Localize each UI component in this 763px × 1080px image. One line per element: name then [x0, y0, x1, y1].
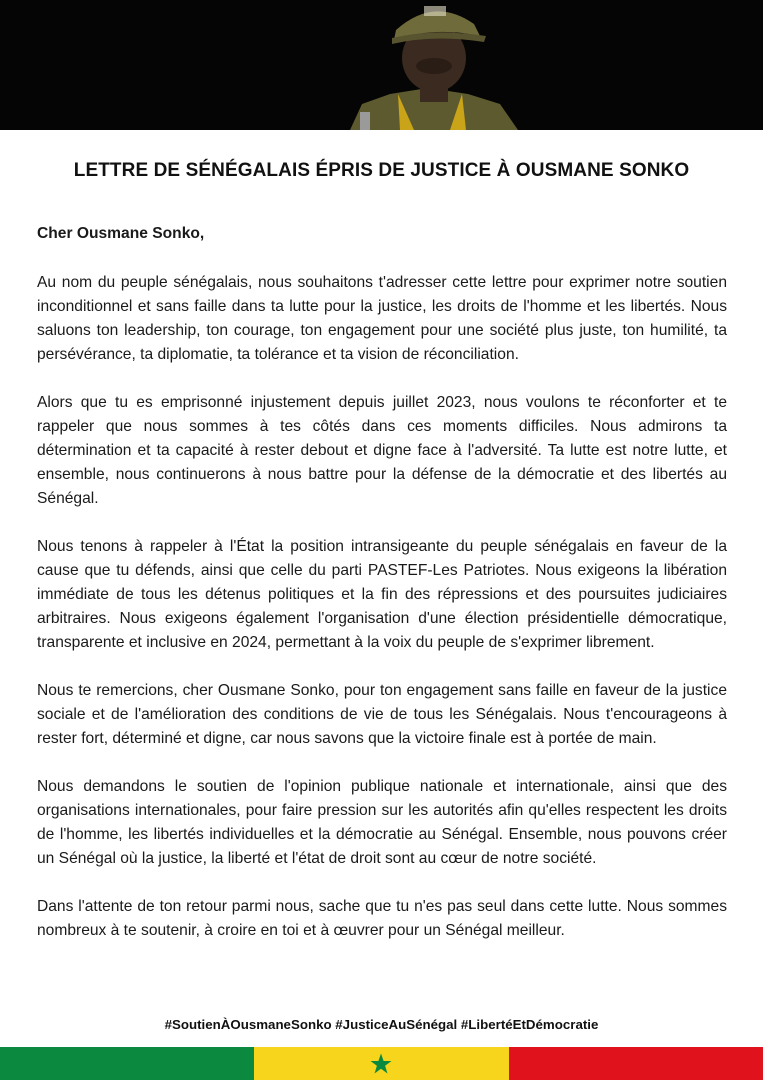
paragraph: Dans l'attente de ton retour parmi nous, sache que tu n'es pas seul dans cette lutte. Nous sommes nombreux à te soutenir, à croire en toi et à œuvrer pour un Sénégal meilleur. [37, 898, 727, 939]
flag-yellow-stripe [254, 1047, 508, 1080]
flag-green-stripe [0, 1047, 254, 1080]
letter-body [37, 222, 727, 967]
hashtags: #SoutienÀOusmaneSonko #JusticeAuSénégal #LibertéEtDémocratie [164, 1017, 599, 1032]
portrait-photo [340, 0, 530, 130]
letter-title: LETTRE DE SÉNÉGALAIS ÉPRIS DE JUSTICE À OUSMANE SONKO [73, 160, 690, 181]
paragraph: Alors que tu es emprisonné injustement depuis juillet 2023, nous voulons te réconforter et te rappeler que nous sommes à tes côtés dans ces moments difficiles. Nous admirons ta détermination et ta capacité à rester debout et digne face à l'adversité. Ta lutte est notre lutte, et ensemble, nous continuerons à nous battre pour la défense de la démocratie et des libertés au Sénégal. [37, 394, 727, 507]
paragraph: Nous tenons à rappeler à l'État la position intransigeante du peuple sénégalais en faveur de la cause que tu défends, ainsi que celle du parti PASTEF-Les Patriotes. Nous exigeons la libération immédiate de tous les détenus politiques et la fin des répressions et des poursuites judiciaires arbitraires. Nous exigeons également l'organisation d'une élection présidentielle démocratique, transparente et inclusive en 2024, permettant à la voix du peuple de s'exprimer librement. [37, 538, 727, 651]
senegal-flag-bar [0, 1047, 763, 1080]
header-banner [0, 0, 763, 130]
paragraph: Nous demandons le soutien de l'opinion publique nationale et internationale, ainsi que des organisations internationales, pour faire pression sur les autorités afin qu'elles respectent les droits de l'homme, les libertés individuelles et la démocratie au Sénégal. Ensemble, nous pouvons créer un Sénégal où la justice, la liberté et l'état de droit sont au cœur de notre société. [37, 778, 727, 867]
flag-red-stripe [509, 1047, 763, 1080]
paragraph: Nous te remercions, cher Ousmane Sonko, pour ton engagement sans faille en faveur de la justice sociale et de l'amélioration des conditions de vie de tous les Sénégalais. Nous t'encourageons à rester fort, déterminé et digne, car nous savons que la victoire finale est à portée de main. [37, 682, 727, 747]
salutation: Cher Ousmane Sonko, [37, 225, 205, 242]
paragraph: Au nom du peuple sénégalais, nous souhaitons t'adresser cette lettre pour exprimer notre soutien inconditionnel et sans faille dans ta lutte pour la justice, les droits de l'homme et les libertés. Nous saluons ton leadership, ton courage, ton engagement pour une société plus juste, ton humilité, ta persévérance, ta diplomatie, ta tolérance et ta vision de réconciliation. [37, 274, 727, 363]
star-icon [369, 1052, 393, 1076]
